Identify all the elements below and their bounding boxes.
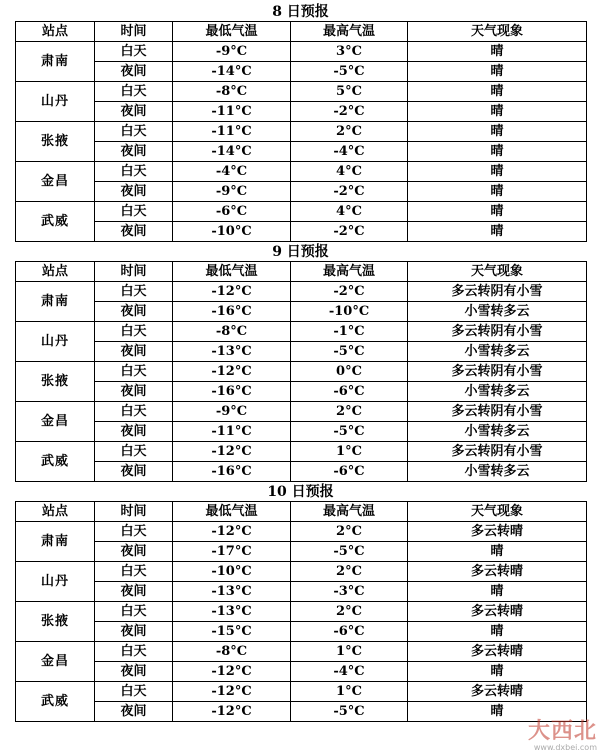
station-name: 张掖 [16,362,95,402]
weather-desc: 晴 [408,162,587,182]
station-name: 肃南 [16,282,95,322]
time-period: 夜间 [95,222,173,242]
max-temp: -5°C [291,542,408,562]
station-name: 山丹 [16,322,95,362]
max-temp: 2°C [291,522,408,542]
station-name: 山丹 [16,82,95,122]
weather-desc: 多云转晴 [408,682,587,702]
weather-desc: 晴 [408,62,587,82]
max-temp: 4°C [291,162,408,182]
watermark-url: www.dxbei.com [533,743,597,752]
time-period: 白天 [95,362,173,382]
max-temp: -4°C [291,662,408,682]
min-temp: -16°C [173,382,291,402]
min-temp: -10°C [173,562,291,582]
column-header: 天气现象 [408,262,587,282]
time-period: 白天 [95,82,173,102]
weather-desc: 小雪转多云 [408,382,587,402]
header-row [16,262,587,282]
time-period: 夜间 [95,662,173,682]
weather-desc: 多云转晴 [408,642,587,662]
column-header: 站点 [16,502,95,522]
weather-desc: 晴 [408,42,587,62]
station-name: 武威 [16,442,95,482]
weather-desc: 晴 [408,222,587,242]
max-temp: 3°C [291,42,408,62]
station-name: 张掖 [16,602,95,642]
day-title: 10 日预报 [267,484,334,500]
column-header: 时间 [95,22,173,42]
min-temp: -12°C [173,522,291,542]
max-temp: 4°C [291,202,408,222]
max-temp: 1°C [291,642,408,662]
max-temp: -1°C [291,322,408,342]
min-temp: -9°C [173,42,291,62]
time-period: 夜间 [95,182,173,202]
time-period: 夜间 [95,102,173,122]
table-row [16,302,587,322]
table-row [16,142,587,162]
weather-desc: 晴 [408,542,587,562]
min-temp: -11°C [173,422,291,442]
weather-desc: 小雪转多云 [408,302,587,322]
column-header: 站点 [16,22,95,42]
weather-desc: 晴 [408,142,587,162]
weather-desc: 晴 [408,182,587,202]
column-header: 时间 [95,502,173,522]
station-name: 山丹 [16,562,95,602]
weather-desc: 小雪转多云 [408,462,587,482]
weather-desc: 晴 [408,582,587,602]
max-temp: -4°C [291,142,408,162]
table-row [16,622,587,642]
column-header: 最低气温 [173,22,291,42]
max-temp: -6°C [291,462,408,482]
max-temp: 2°C [291,602,408,622]
weather-desc: 多云转晴 [408,602,587,622]
time-period: 白天 [95,162,173,182]
time-period: 夜间 [95,302,173,322]
time-period: 白天 [95,322,173,342]
table-row [16,662,587,682]
table-row [16,162,587,182]
time-period: 白天 [95,602,173,622]
min-temp: -11°C [173,102,291,122]
time-period: 夜间 [95,462,173,482]
forecast-document [15,4,586,724]
max-temp: 5°C [291,82,408,102]
weather-desc: 多云转阴有小雪 [408,322,587,342]
time-period: 夜间 [95,422,173,442]
station-name: 肃南 [16,42,95,82]
column-header: 最高气温 [291,502,408,522]
table-row [16,202,587,222]
time-period: 白天 [95,562,173,582]
weather-desc: 多云转晴 [408,562,587,582]
table-row [16,462,587,482]
station-name: 金昌 [16,402,95,442]
table-row [16,582,587,602]
time-period: 夜间 [95,142,173,162]
table-row [16,282,587,302]
min-temp: -12°C [173,362,291,382]
min-temp: -8°C [173,82,291,102]
time-period: 白天 [95,202,173,222]
table-row [16,442,587,462]
station-name: 武威 [16,682,95,722]
min-temp: -4°C [173,162,291,182]
max-temp: -5°C [291,342,408,362]
weather-desc: 小雪转多云 [408,342,587,362]
max-temp: -2°C [291,102,408,122]
min-temp: -12°C [173,662,291,682]
min-temp: -12°C [173,282,291,302]
table-row [16,182,587,202]
max-temp: -3°C [291,582,408,602]
min-temp: -12°C [173,442,291,462]
table-row [16,682,587,702]
station-name: 肃南 [16,522,95,562]
max-temp: -2°C [291,182,408,202]
max-temp: -5°C [291,422,408,442]
table-row [16,42,587,62]
column-header: 时间 [95,262,173,282]
forecast-table [15,501,587,722]
header-row [16,502,587,522]
forecast-table [15,261,587,482]
table-row [16,562,587,582]
table-row [16,62,587,82]
time-period: 白天 [95,122,173,142]
min-temp: -13°C [173,342,291,362]
max-temp: -6°C [291,382,408,402]
min-temp: -12°C [173,702,291,722]
time-period: 夜间 [95,622,173,642]
station-name: 张掖 [16,122,95,162]
min-temp: -14°C [173,142,291,162]
watermark-logo-text: 大西北 [527,718,597,744]
min-temp: -8°C [173,642,291,662]
time-period: 夜间 [95,702,173,722]
min-temp: -13°C [173,602,291,622]
weather-desc: 晴 [408,662,587,682]
max-temp: 2°C [291,562,408,582]
table-row [16,342,587,362]
day-title: 8 日预报 [272,4,329,20]
weather-desc: 多云转阴有小雪 [408,402,587,422]
table-row [16,102,587,122]
time-period: 夜间 [95,62,173,82]
time-period: 夜间 [95,542,173,562]
min-temp: -11°C [173,122,291,142]
time-period: 白天 [95,682,173,702]
max-temp: -10°C [291,302,408,322]
time-period: 白天 [95,402,173,422]
station-name: 金昌 [16,162,95,202]
min-temp: -9°C [173,402,291,422]
min-temp: -12°C [173,682,291,702]
column-header: 最高气温 [291,22,408,42]
station-name: 武威 [16,202,95,242]
table-row [16,522,587,542]
forecast-table [15,21,587,242]
max-temp: 2°C [291,122,408,142]
column-header: 天气现象 [408,22,587,42]
table-row [16,602,587,622]
min-temp: -8°C [173,322,291,342]
min-temp: -10°C [173,222,291,242]
table-row [16,362,587,382]
column-header: 最高气温 [291,262,408,282]
min-temp: -16°C [173,302,291,322]
weather-desc: 晴 [408,622,587,642]
weather-desc: 晴 [408,202,587,222]
site-watermark [497,719,597,751]
column-header: 最低气温 [173,502,291,522]
weather-desc: 晴 [408,122,587,142]
min-temp: -9°C [173,182,291,202]
time-period: 白天 [95,42,173,62]
weather-desc: 多云转阴有小雪 [408,442,587,462]
station-name: 金昌 [16,642,95,682]
time-period: 白天 [95,442,173,462]
day-title: 9 日预报 [272,244,329,260]
header-row [16,22,587,42]
table-row [16,322,587,342]
time-period: 夜间 [95,342,173,362]
table-row [16,82,587,102]
weather-desc: 小雪转多云 [408,422,587,442]
column-header: 最低气温 [173,262,291,282]
table-row [16,422,587,442]
time-period: 白天 [95,642,173,662]
table-row [16,642,587,662]
table-row [16,382,587,402]
max-temp: 1°C [291,442,408,462]
max-temp: -2°C [291,222,408,242]
time-period: 白天 [95,522,173,542]
column-header: 天气现象 [408,502,587,522]
min-temp: -14°C [173,62,291,82]
max-temp: -6°C [291,622,408,642]
column-header: 站点 [16,262,95,282]
max-temp: 2°C [291,402,408,422]
weather-desc: 多云转阴有小雪 [408,362,587,382]
time-period: 夜间 [95,582,173,602]
max-temp: 0°C [291,362,408,382]
max-temp: -2°C [291,282,408,302]
weather-desc: 晴 [408,82,587,102]
min-temp: -16°C [173,462,291,482]
max-temp: 1°C [291,682,408,702]
table-row [16,542,587,562]
weather-desc: 晴 [408,702,587,722]
table-row [16,222,587,242]
max-temp: -5°C [291,62,408,82]
min-temp: -13°C [173,582,291,602]
weather-desc: 多云转阴有小雪 [408,282,587,302]
weather-desc: 多云转晴 [408,522,587,542]
time-period: 夜间 [95,382,173,402]
min-temp: -6°C [173,202,291,222]
min-temp: -15°C [173,622,291,642]
table-row [16,122,587,142]
max-temp: -5°C [291,702,408,722]
min-temp: -17°C [173,542,291,562]
weather-desc: 晴 [408,102,587,122]
table-row [16,402,587,422]
time-period: 白天 [95,282,173,302]
